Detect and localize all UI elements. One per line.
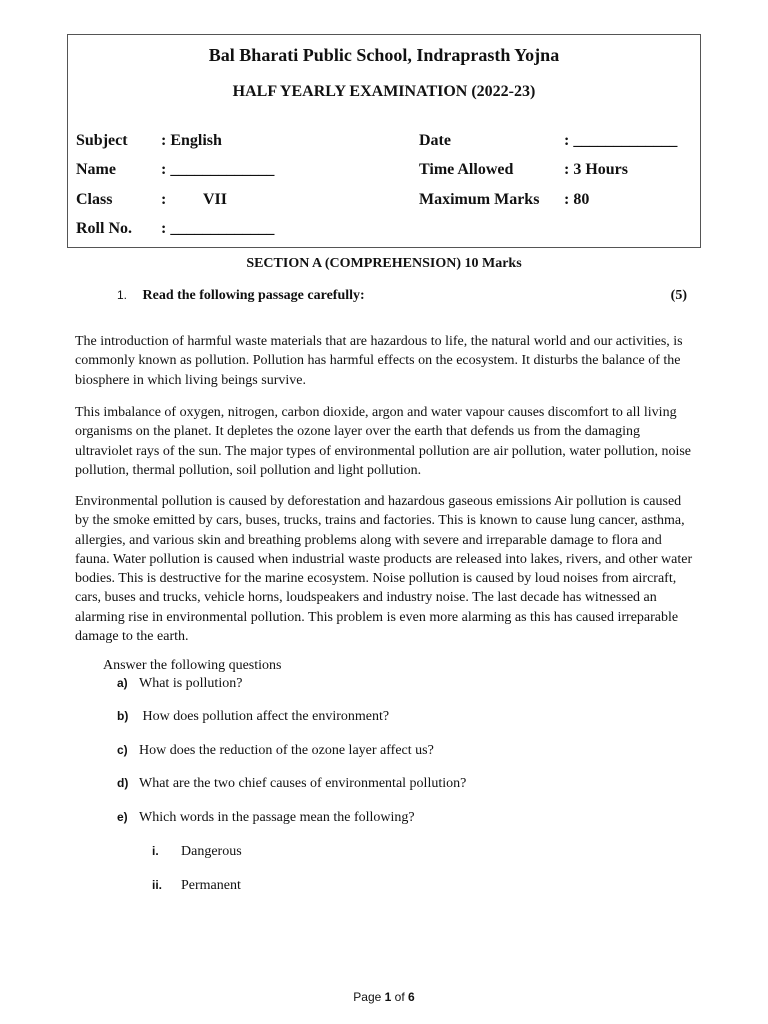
word-item-text: Dangerous	[181, 844, 242, 859]
sub-question-b	[117, 709, 389, 725]
class-colon: :	[161, 191, 167, 208]
page-total: 6	[408, 990, 415, 1004]
sub-question-letter: b)	[117, 709, 129, 723]
maximum-marks-value: : 80	[564, 191, 590, 208]
roll-no-value: : _____________	[161, 220, 275, 237]
sub-question-letter: c)	[117, 743, 128, 757]
page-of: of	[391, 990, 409, 1004]
passage-paragraph-3: Environmental pollution is caused by deforestation and hazardous gaseous emissions Air pollution is caused by the smoke emitted by cars, buses, trucks, trains and factories. This is known to cause lung cancer, asthma, allergies, and various skin and breathing problems along with severe and irreparable damage to flora and fauna. Water pollution is caused when industrial waste products are released into lakes, rivers, and other water bodies. This is destructive for the marine ecosystem. Noise pollution is caused by loud noises from aircraft, cars, buses and trucks, vehicle horns, loudspeakers and industry noise. The last decade has witnessed an alarming rise in environmental pollution. This problem is even more alarming as this has caused irreparable damage to the earth.	[75, 494, 693, 645]
sub-question-text: Which words in the passage mean the following?	[139, 810, 415, 825]
time-allowed-value: : 3 Hours	[564, 161, 628, 178]
passage-paragraph-1: The introduction of harmful waste materials that are hazardous to life, the natural world and our activities, is commonly known as pollution. Pollution has harmful effects on the ecosystem. It disturbs the balance of the biosphere in which living beings survive.	[75, 334, 683, 388]
sub-question-letter: d)	[117, 776, 129, 790]
answer-intro: Answer the following questions	[103, 658, 282, 673]
question-text: Read the following passage carefully:	[142, 288, 365, 303]
word-item-i	[152, 844, 242, 860]
exam-header-box	[67, 34, 701, 248]
sub-question-letter: e)	[117, 810, 128, 824]
sub-question-text: How does the reduction of the ozone layer affect us?	[139, 743, 434, 758]
class-label: Class	[76, 191, 113, 208]
word-item-number: ii.	[152, 878, 163, 892]
subject-label: Subject	[76, 132, 128, 149]
question-number: 1.	[117, 288, 128, 302]
name-value: : _____________	[161, 161, 275, 178]
sub-question-text: What are the two chief causes of environmental pollution?	[139, 776, 467, 791]
sub-question-c	[117, 743, 434, 759]
word-item-text: Permanent	[181, 878, 241, 893]
date-label: Date	[419, 132, 451, 149]
passage-paragraph-2: This imbalance of oxygen, nitrogen, carbon dioxide, argon and water vapour causes discomfort to all living organisms on the planet. It depletes the ozone layer over the earth that defends us from the damaging ultraviolet rays of the sun. The major types of environmental pollution are air pollution, water pollution, noise pollution, thermal pollution, soil pollution and light pollution.	[75, 405, 691, 478]
page-prefix: Page	[353, 990, 385, 1004]
subject-value: : English	[161, 132, 222, 149]
sub-question-a	[117, 676, 242, 692]
maximum-marks-label: Maximum Marks	[419, 191, 540, 208]
roll-no-label: Roll No.	[76, 220, 132, 237]
sub-question-text: How does pollution affect the environment?	[139, 709, 390, 724]
date-value: : _____________	[564, 132, 678, 149]
section-a-title: SECTION A (COMPREHENSION) 10 Marks	[246, 256, 522, 271]
page-current: 1	[384, 990, 392, 1004]
sub-question-e	[117, 810, 415, 826]
question-marks: (5)	[670, 288, 687, 303]
time-allowed-label: Time Allowed	[419, 161, 514, 178]
sub-question-letter: a)	[117, 676, 128, 690]
question-1	[117, 288, 687, 304]
word-item-number: i.	[152, 844, 159, 858]
class-value: VII	[203, 191, 228, 208]
exam-title: HALF YEARLY EXAMINATION (2022-23)	[232, 83, 536, 100]
name-label: Name	[76, 161, 116, 178]
sub-question-d	[117, 776, 466, 792]
school-name: Bal Bharati Public School, Indraprasth Yojna	[208, 45, 560, 65]
page-footer	[0, 990, 768, 1004]
word-item-ii	[152, 878, 241, 894]
sub-question-text: What is pollution?	[139, 676, 243, 691]
